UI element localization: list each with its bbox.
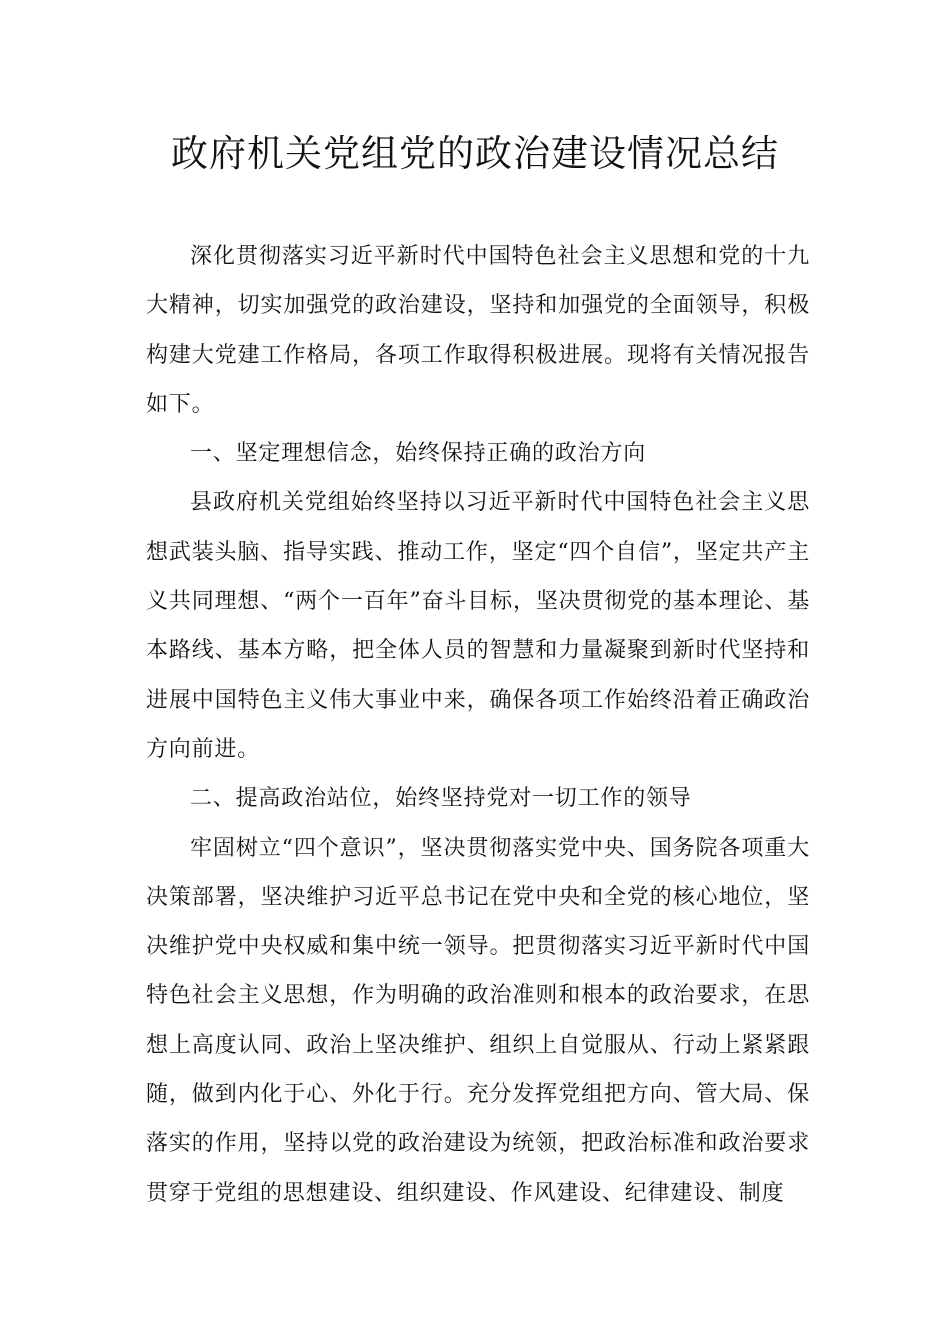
section-heading-2: 二、提高政治站位，始终坚持党对一切工作的领导 <box>190 786 692 812</box>
section-2-paragraph: 牢固树立“四个意识”，坚决贯彻落实党中央、国务院各项重大决策部署，坚决维护习近平总书记在党中央和全党的核心地位，坚决维护党中央权威和集中统一领导。把贯彻落实习近平新时代中国特色社会主义思想，作为明确的政治准则和根本的政治要求，在思想上高度认同、政治上坚决维护、组织上自觉服从、行动上紧紧跟随，做到内化于心、外化于行。充分发挥党组把方向、管大局、保落实的作用，坚持以党的政治建设为统领，把政治标准和政治要求贯穿于党组的思想建设、组织建设、作风建设、纪律建设、制度 <box>146 835 810 1206</box>
intro-paragraph: 深化贯彻落实习近平新时代中国特色社会主义思想和党的十九大精神，切实加强党的政治建设，坚持和加强党的全面领导，积极构建大党建工作格局，各项工作取得积极进展。现将有关情况报告如下。 <box>146 244 810 417</box>
document-title: 政府机关党组党的政治建设情况总结 <box>171 132 779 175</box>
section-1-paragraph: 县政府机关党组始终坚持以习近平新时代中国特色社会主义思想武装头脑、指导实践、推动工作，坚定“四个自信”，坚定共产主义共同理想、“两个一百年”奋斗目标，坚决贯彻党的基本理论、基本路线、基本方略，把全体人员的智慧和力量凝聚到新时代坚持和进展中国特色主义伟大事业中来，确保各项工作始终沿着正确政治方向前进。 <box>146 490 810 762</box>
document-body <box>146 232 810 1218</box>
section-heading-1: 一、坚定理想信念，始终保持正确的政治方向 <box>190 441 647 467</box>
